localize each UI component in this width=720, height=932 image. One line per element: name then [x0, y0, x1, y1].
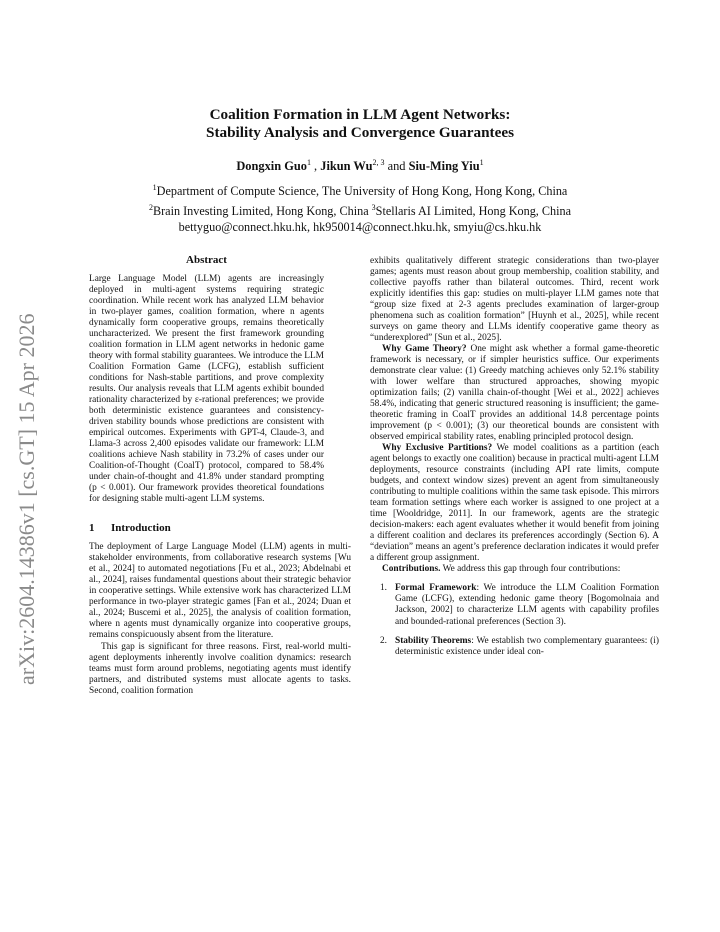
title-line-1: Coalition Formation in LLM Agent Networks:: [209, 106, 511, 123]
list-item-text: : We establish two complementary guarantees: (i) deterministic existence under ideal con-: [395, 635, 659, 657]
affiliation-2: Brain Investing Limited, Hong Kong, China: [152, 203, 372, 218]
author-affil-mark: 1: [306, 158, 311, 167]
author-name: Dongxin Guo: [236, 159, 307, 174]
affil-mark: 3: [371, 202, 376, 212]
abstract-text: Large Language Model (LLM) agents are increasingly deployed in multi-agent systems requiring strategic coordination. While recent work has analyzed LLM behavior in two-player games, coalition formation, where n agents dynamically form cooperative groups, remains theoretically uncharacterized. We present the first framework grounding coalition formation in LLM agent networks in hedonic game theory with formal stability guarantees. We introduce the LLM Coalition Formation Game (LCFG), establish sufficient conditions for Nash-stable partitions, and prove complexity results. Our analysis reveals that LLM agents exhibit bounded rationality characterized by ε-rational preferences; we provide both deterministic existence guarantees and consistency-driven stability bounds whose predictions are consistent with empirical outcomes. Experiments with GPT-4, Claude-3, and Llama-3 across 2,400 episodes validate our framework: LLM coalitions achieve Nash stability in 73.2% of cases under our Coalition-of-Thought (CoalT) protocol, compared to 58.4% under chain-of-thought and 41.8% under standard prompting (p < 0.001). Our framework provides theoretical foundations for designing stable multi-agent LLM systems.: [89, 274, 324, 505]
list-item-heading: Stability Theorems: [395, 635, 472, 646]
right-column: [370, 256, 659, 666]
list-item-heading: Formal Framework: [395, 583, 477, 594]
right-paragraph-1: exhibits qualitatively different strategic considerations than two-player games; agents must reason about group membership, coalition stability, and collective payoffs rather than bilateral outcomes. Third, recent work explicitly identifies this gap: studies on multi-player LLM games note that “group size fixed at 2-3 agents precludes examination of larger-group phenomena such as coalition formation” [Huynh et al., 2025], while recent surveys on game theory and LLMs identify cooperative game theory as “underexplored” [Sun et al., 2025].: [370, 256, 659, 344]
title-line-2: Stability Analysis and Convergence Guarantees: [206, 124, 514, 141]
paragraph-body: We address this gap through four contributions:: [440, 564, 621, 575]
list-item: [370, 583, 659, 627]
author-name: Siu-Ming Yiu: [408, 159, 480, 174]
affiliations: [0, 180, 720, 236]
author-name: Jikun Wu: [320, 159, 373, 174]
list-item-text: : We introduce the LLM Coalition Formation Game (LCFG), extending hedonic game theory [Bogomolnaia and Jackson, 2002] to characterize LLM agents with capability profiles and bounded-rational preferences (Section 3).: [395, 583, 659, 627]
author-emails: bettyguo@connect.hku.hk, hk950014@connect.hku.hk, smyiu@cs.hku.hk: [178, 220, 542, 235]
why-game-theory-paragraph: [370, 344, 659, 443]
abstract-heading: Abstract: [186, 254, 227, 266]
run-in-heading: Why Game Theory?: [382, 344, 467, 355]
contributions-list: [370, 583, 659, 657]
section-title: Introduction: [111, 522, 171, 535]
list-number: 1.: [380, 583, 388, 594]
why-exclusive-paragraph: [370, 443, 659, 564]
intro-paragraph-2: This gap is significant for three reasons. First, real-world multi-agent deployments inherently involve coalition dynamics: research teams must form around problems, negotiating agents must identify partners, and distributed systems must allocate agents to tasks. Second, coalition formation: [89, 641, 351, 696]
intro-paragraph-1: The deployment of Large Language Model (LLM) agents in multi-stakeholder environments, from collaborative research systems [Wu et al., 2024] to automated negotiations [Fu et al., 2023; Abdelnabi et al., 2024], raises fundamental questions about their strategic behavior in cooperative settings. While extensive work has characterized LLM performance in two-player strategic games [Fan et al., 2024; Duan et al., 2024; Buscemi et al., 2025], the analysis of coalition formation, where n agents must dynamically organize into cooperative groups, remains conspicuously absent from the literature.: [89, 542, 351, 641]
arxiv-identifier: [8, 255, 42, 685]
author-separator: ,: [310, 159, 321, 174]
list-item: [370, 636, 659, 658]
affil-mark: 1: [152, 183, 157, 192]
affiliation-1: Department of Compute Science, The University of Hong Kong, Hong Kong, China: [156, 184, 568, 199]
affil-mark: 2: [148, 202, 153, 212]
run-in-heading: Contributions.: [382, 564, 441, 575]
abstract-block: [89, 255, 324, 505]
section-heading: [89, 523, 351, 534]
arxiv-id-text: arXiv:2604.14386v1 [cs.GT] 15 Apr 2026: [14, 313, 39, 685]
author-and: and: [384, 159, 409, 174]
paper-title: [0, 106, 720, 142]
author-list: [0, 158, 720, 174]
author-affil-mark: 1: [479, 158, 484, 167]
paragraph-body: We model coalitions as a partition (each agent belongs to exactly one coalition) because in practical multi-agent LLM deployments, resource constraints (including API rate limits, compute budgets, and context window sizes) prevent an agent from simultaneously contributing to multiple coalitions within the same task episode. This mirrors team formation settings where each worker is assigned to one project at a time [Wooldridge, 2011]. In our framework, agents are the strategic decision-makers: each agent evaluates whether it would benefit from joining a different coalition and declares its preferences accordingly (Section 6). A “deviation” means an agent’s preference declaration indicates it would prefer a different group assignment.: [370, 443, 659, 564]
left-column: [89, 255, 351, 697]
list-number: 2.: [380, 635, 388, 646]
paragraph-body: One might ask whether a formal game-theoretic framework is necessary, or if simpler heuristics suffice. Our experiments demonstrate clear value: (1) Greedy matching achieves only 52.1% stability with lower welfare than structured approaches, showing myopic optimization fails; (2) vanilla chain-of-thought [Wei et al., 2022] achieves 58.4%, indicating that generic structured reasoning is insufficient; the game-theoretic framing in CoalT provides an additional 14.8 percentage points improvement (p < 0.001); (3) our theoretical bounds are consistent with observed empirical stability rates, enabling principled protocol design.: [370, 344, 660, 443]
contributions-paragraph: [370, 564, 659, 575]
run-in-heading: Why Exclusive Partitions?: [382, 443, 493, 454]
affiliation-3: Stellaris AI Limited, Hong Kong, China: [375, 203, 571, 218]
section-number: 1: [89, 522, 95, 535]
author-affil-mark: 2, 3: [372, 158, 385, 167]
